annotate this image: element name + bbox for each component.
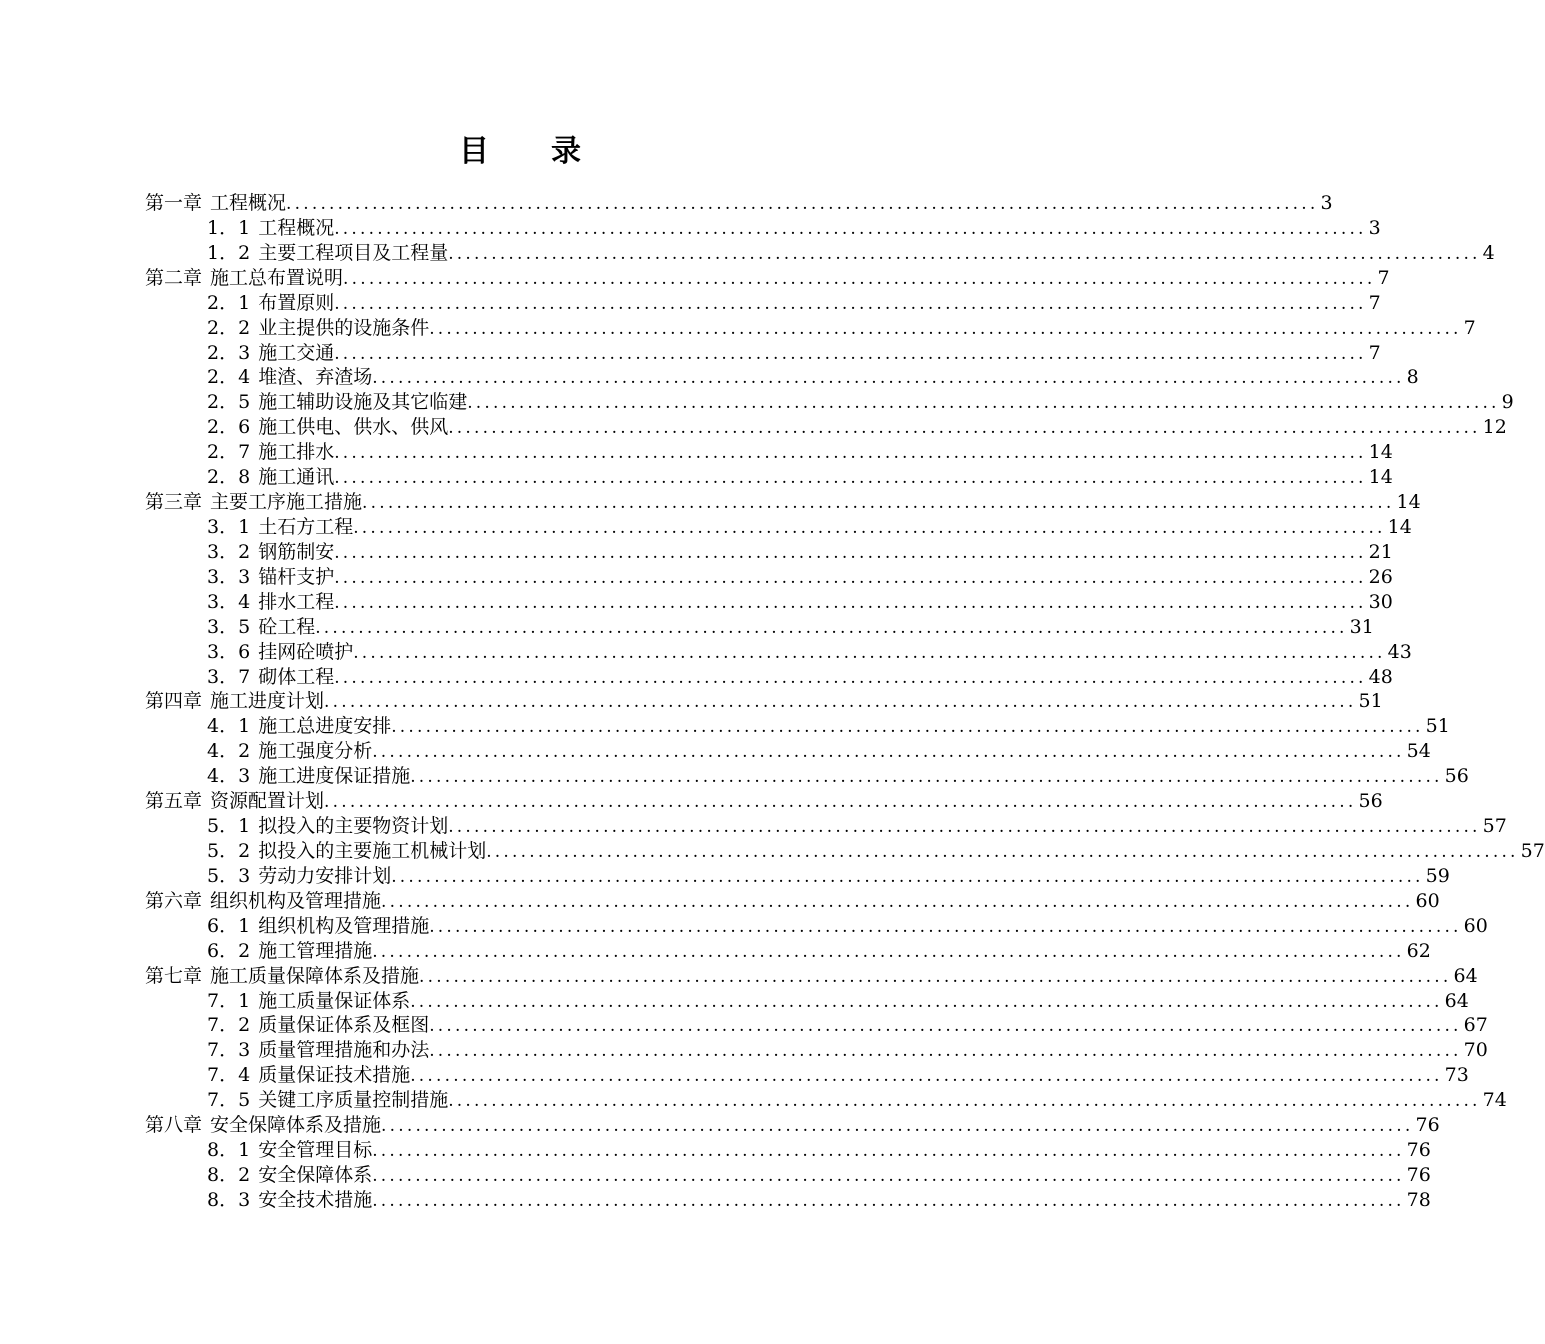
toc-title-char-2: 录 <box>551 134 581 169</box>
toc-entry-label <box>145 266 343 291</box>
toc-entry-number: 7．1 <box>207 989 251 1012</box>
toc-page-number: 60 <box>1415 889 1440 912</box>
toc-section-entry[interactable] <box>145 590 1393 615</box>
toc-entry-label <box>145 1113 381 1138</box>
toc-page-number: 7 <box>1368 291 1381 314</box>
toc-entry-text: 安全管理目标 <box>258 1139 373 1162</box>
toc-dot-leader: ........................................................................................................................ <box>286 194 1319 214</box>
toc-entry-label <box>207 989 410 1014</box>
toc-page-number: 12 <box>1482 416 1507 439</box>
toc-dot-leader: ........................................................................................................................ <box>353 642 1386 663</box>
toc-entry-text: 主要工程项目及工程量 <box>258 241 449 264</box>
toc-entry-label <box>207 914 429 939</box>
toc-entry-text: 砌体工程 <box>258 665 335 688</box>
toc-dot-leader: ........................................................................................................................ <box>343 268 1376 289</box>
toc-page-number: 54 <box>1406 740 1431 763</box>
toc-entry-number: 7．3 <box>207 1039 251 1062</box>
toc-entry-label <box>207 739 372 764</box>
toc-page-number: 51 <box>1358 690 1383 713</box>
toc-entry-text: 施工进度保证措施 <box>258 765 411 788</box>
toc-page-number: 56 <box>1444 765 1469 788</box>
toc-entry-label <box>207 590 334 615</box>
toc-page-number: 78 <box>1406 1188 1431 1211</box>
toc-section-entry[interactable] <box>145 739 1431 764</box>
toc-section-entry[interactable] <box>145 1188 1431 1213</box>
toc-page-number: 57 <box>1482 815 1507 838</box>
toc-entry-number: 6．2 <box>207 939 251 962</box>
toc-dot-leader: ........................................................................................................................ <box>467 393 1500 414</box>
toc-entry-label <box>207 764 410 789</box>
toc-entry-number: 2．4 <box>207 366 251 389</box>
toc-entry-label <box>207 365 372 390</box>
toc-page-number: 43 <box>1387 640 1412 663</box>
toc-section-entry[interactable] <box>145 1038 1488 1063</box>
toc-page-number: 76 <box>1406 1139 1431 1162</box>
toc-dot-leader: ........................................................................................................................ <box>448 243 1481 264</box>
toc-entry-number: 第八章 <box>145 1114 203 1137</box>
toc-dot-leader: ........................................................................................................................ <box>334 343 1367 364</box>
toc-entry-number: 2．3 <box>207 341 251 364</box>
toc-entry-label <box>207 291 334 316</box>
toc-dot-leader: ........................................................................................................................ <box>372 742 1405 763</box>
toc-entry-number: 3．1 <box>207 515 251 538</box>
toc-dot-leader: ........................................................................................................................ <box>410 767 1443 788</box>
toc-section-entry[interactable] <box>145 465 1393 490</box>
toc-dot-leader: ........................................................................................................................ <box>448 418 1481 439</box>
toc-entry-label <box>207 640 353 665</box>
toc-dot-leader: ........................................................................................................................ <box>372 1141 1405 1162</box>
toc-dot-leader: ........................................................................................................................ <box>372 941 1405 962</box>
toc-entry-text: 施工通讯 <box>258 466 335 489</box>
toc-entry-label <box>207 814 448 839</box>
toc-entry-text: 施工排水 <box>258 441 335 464</box>
toc-dot-leader: ........................................................................................................................ <box>391 717 1424 738</box>
toc-dot-leader: ........................................................................................................................ <box>372 1190 1405 1211</box>
toc-section-entry[interactable] <box>145 764 1469 789</box>
toc-entry-number: 2．6 <box>207 416 251 439</box>
toc-dot-leader: ........................................................................................................................ <box>429 1016 1462 1037</box>
toc-page-number: 74 <box>1482 1089 1507 1112</box>
toc-dot-leader: ........................................................................................................................ <box>486 841 1519 862</box>
toc-dot-leader: ........................................................................................................................ <box>334 667 1367 688</box>
toc-section-entry[interactable] <box>145 615 1374 640</box>
toc-entry-label <box>207 864 391 889</box>
toc-page-number: 76 <box>1406 1163 1431 1186</box>
toc-entry-label <box>207 1188 372 1213</box>
toc-entry-text: 关键工序质量控制措施 <box>258 1089 449 1112</box>
toc-entry-number: 第六章 <box>145 889 203 912</box>
toc-entry-text: 劳动力安排计划 <box>258 864 392 887</box>
toc-page-number: 70 <box>1463 1039 1488 1062</box>
toc-section-entry[interactable] <box>145 390 1514 415</box>
toc-page-number: 21 <box>1368 540 1393 563</box>
toc-entry-number: 3．4 <box>207 590 251 613</box>
toc-section-entry[interactable] <box>145 1088 1507 1113</box>
toc-entry-text: 质量保证技术措施 <box>258 1064 411 1087</box>
toc-entry-label <box>207 415 448 440</box>
toc-page-number: 3 <box>1320 192 1333 214</box>
toc-entry-label <box>145 490 362 515</box>
toc-entry-number: 4．3 <box>207 765 251 788</box>
toc-page-number: 14 <box>1387 515 1412 538</box>
toc-chapter-entry[interactable] <box>145 266 1390 291</box>
toc-page-number: 31 <box>1349 615 1374 638</box>
toc-page-number: 48 <box>1368 665 1393 688</box>
toc-entry-text: 拟投入的主要施工机械计划 <box>258 839 487 862</box>
toc-dot-leader: ........................................................................................................................ <box>419 966 1452 987</box>
toc-entry-number: 第一章 <box>145 192 203 214</box>
toc-entry-label <box>145 689 324 714</box>
toc-page-number: 7 <box>1463 316 1476 339</box>
toc-dot-leader: ........................................................................................................................ <box>372 368 1405 389</box>
toc-page-number: 14 <box>1368 466 1393 489</box>
toc-entry-text: 钢筋制安 <box>258 540 335 563</box>
toc-entry-text: 施工强度分析 <box>258 740 373 763</box>
toc-section-entry[interactable] <box>145 640 1412 665</box>
toc-entry-text: 质量管理措施和办法 <box>258 1039 430 1062</box>
toc-entry-number: 3．3 <box>207 565 251 588</box>
toc-entry-number: 2．7 <box>207 441 251 464</box>
toc-entry-label <box>207 939 372 964</box>
toc-dot-leader: ........................................................................................................................ <box>362 493 1395 514</box>
toc-entry-number: 6．1 <box>207 914 251 937</box>
toc-entry-text: 资源配置计划 <box>210 790 325 813</box>
toc-dot-leader: ........................................................................................................................ <box>381 891 1414 912</box>
toc-title <box>0 130 1040 174</box>
toc-section-entry[interactable] <box>145 989 1469 1014</box>
toc-dot-leader: ........................................................................................................................ <box>324 692 1357 713</box>
toc-dot-leader: ........................................................................................................................ <box>410 991 1443 1012</box>
toc-entry-label <box>207 341 334 366</box>
toc-page-number: 59 <box>1425 864 1450 887</box>
toc-entry-label <box>207 1013 429 1038</box>
toc-entry-label <box>207 540 334 565</box>
toc-page-number: 30 <box>1368 590 1393 613</box>
toc-page-number: 14 <box>1368 441 1393 464</box>
toc-entry-label <box>207 1038 429 1063</box>
toc-entry-text: 质量保证体系及框图 <box>258 1014 430 1037</box>
toc-entry-number: 3．6 <box>207 640 251 663</box>
toc-page-number: 76 <box>1415 1114 1440 1137</box>
toc-entry-number: 7．2 <box>207 1014 251 1037</box>
toc-entry-label <box>207 714 391 739</box>
toc-entry-label <box>145 191 286 216</box>
toc-entry-label <box>207 390 467 415</box>
toc-entry-number: 第三章 <box>145 491 203 514</box>
toc-chapter-entry[interactable] <box>145 789 1383 814</box>
toc-entry-text: 砼工程 <box>258 615 316 638</box>
toc-page-number: 60 <box>1463 914 1488 937</box>
toc-dot-leader: ........................................................................................................................ <box>448 1091 1481 1112</box>
toc-entry-number: 3．2 <box>207 540 251 563</box>
toc-entry-text: 堆渣、弃渣场 <box>258 366 373 389</box>
toc-section-entry[interactable] <box>145 440 1393 465</box>
toc-section-entry[interactable] <box>145 415 1507 440</box>
toc-section-entry[interactable] <box>145 1013 1488 1038</box>
toc-entry-number: 第七章 <box>145 964 203 987</box>
toc-entry-text: 工程概况 <box>210 192 287 214</box>
toc-page-number: 4 <box>1482 241 1495 264</box>
toc-section-entry[interactable] <box>145 291 1381 316</box>
toc-entry-text: 安全保障体系 <box>258 1163 373 1186</box>
toc-entry-number: 2．5 <box>207 391 251 414</box>
toc-entry-number: 4．2 <box>207 740 251 763</box>
toc-section-entry[interactable] <box>145 341 1381 366</box>
toc-entry-text: 安全保障体系及措施 <box>210 1114 382 1137</box>
toc-dot-leader: ........................................................................................................................ <box>448 817 1481 838</box>
toc-chapter-entry[interactable] <box>145 191 1333 216</box>
toc-page-number: 14 <box>1396 491 1421 514</box>
toc-section-entry[interactable] <box>145 216 1381 241</box>
toc-entry-label <box>145 889 381 914</box>
toc-section-entry[interactable] <box>145 1163 1431 1188</box>
toc-section-entry[interactable] <box>145 939 1431 964</box>
toc-chapter-entry[interactable] <box>145 889 1440 914</box>
toc-section-entry[interactable] <box>145 540 1393 565</box>
toc-entry-text: 施工总布置说明 <box>210 266 344 289</box>
toc-entry-label <box>207 839 486 864</box>
toc-section-entry[interactable] <box>145 565 1393 590</box>
toc-section-entry[interactable] <box>145 914 1488 939</box>
toc-dot-leader: ........................................................................................................................ <box>334 293 1367 314</box>
toc-section-entry[interactable] <box>145 864 1450 889</box>
toc-section-entry[interactable] <box>145 1063 1469 1088</box>
toc-page-number: 57 <box>1520 839 1545 862</box>
toc-entry-number: 第二章 <box>145 266 203 289</box>
toc-dot-leader: ........................................................................................................................ <box>334 542 1367 563</box>
toc-entry-label <box>207 241 448 266</box>
toc-entry-text: 排水工程 <box>258 590 335 613</box>
toc-section-entry[interactable] <box>145 665 1393 690</box>
toc-entry-label <box>207 1088 448 1113</box>
toc-entry-text: 施工总进度安排 <box>258 715 392 738</box>
toc-chapter-entry[interactable] <box>145 1113 1440 1138</box>
toc-entry-label <box>207 465 334 490</box>
toc-page-number: 51 <box>1425 715 1450 738</box>
toc-page-number: 8 <box>1406 366 1419 389</box>
toc-section-entry[interactable] <box>145 714 1450 739</box>
toc-dot-leader: ........................................................................................................................ <box>381 1116 1414 1137</box>
toc-entry-label <box>207 565 334 590</box>
toc-entry-text: 安全技术措施 <box>258 1188 373 1211</box>
toc-page-number: 62 <box>1406 939 1431 962</box>
toc-dot-leader: ........................................................................................................................ <box>334 468 1367 489</box>
toc-section-entry[interactable] <box>145 515 1412 540</box>
toc-entry-number: 8．1 <box>207 1139 251 1162</box>
toc-dot-leader: ........................................................................................................................ <box>353 517 1386 538</box>
toc-dot-leader: ........................................................................................................................ <box>334 443 1367 464</box>
toc-entry-label <box>207 1138 372 1163</box>
toc-section-entry[interactable] <box>145 241 1495 266</box>
toc-entry-text: 施工进度计划 <box>210 690 325 713</box>
toc-dot-leader: ........................................................................................................................ <box>410 1066 1443 1087</box>
toc-entry-text: 施工交通 <box>258 341 335 364</box>
toc-entry-text: 土石方工程 <box>258 515 354 538</box>
toc-entry-text: 施工辅助设施及其它临建 <box>258 391 468 414</box>
toc-page-number: 67 <box>1463 1014 1488 1037</box>
toc-entry-number: 5．3 <box>207 864 251 887</box>
toc-entry-text: 组织机构及管理措施 <box>258 914 430 937</box>
toc-dot-leader: ........................................................................................................................ <box>391 866 1424 887</box>
toc-dot-leader: ........................................................................................................................ <box>429 318 1462 339</box>
toc-entry-number: 8．3 <box>207 1188 251 1211</box>
toc-entry-text: 施工质量保障体系及措施 <box>210 964 420 987</box>
toc-entry-number: 1．2 <box>207 241 251 264</box>
toc-entry-label <box>207 1163 372 1188</box>
toc-entry-label <box>145 789 324 814</box>
toc-section-entry[interactable] <box>145 1138 1431 1163</box>
table-of-contents <box>145 191 1545 1213</box>
toc-section-entry[interactable] <box>145 365 1419 390</box>
toc-section-entry[interactable] <box>145 839 1545 864</box>
toc-title-char-1: 目 <box>459 134 489 169</box>
toc-entry-label <box>207 440 334 465</box>
toc-entry-label <box>207 1063 410 1088</box>
toc-entry-label <box>145 964 419 989</box>
toc-entry-number: 4．1 <box>207 715 251 738</box>
toc-entry-number: 2．1 <box>207 291 251 314</box>
toc-dot-leader: ........................................................................................................................ <box>334 592 1367 613</box>
toc-page-number: 26 <box>1368 565 1393 588</box>
toc-entry-number: 7．4 <box>207 1064 251 1087</box>
toc-page-number: 7 <box>1377 266 1390 289</box>
toc-entry-number: 3．5 <box>207 615 251 638</box>
toc-dot-leader: ........................................................................................................................ <box>334 567 1367 588</box>
toc-entry-text: 施工管理措施 <box>258 939 373 962</box>
toc-page-number: 3 <box>1368 216 1381 239</box>
toc-entry-text: 布置原则 <box>258 291 335 314</box>
toc-entry-text: 施工供电、供水、供风 <box>258 416 449 439</box>
toc-entry-number: 第四章 <box>145 690 203 713</box>
toc-entry-number: 2．8 <box>207 466 251 489</box>
toc-entry-text: 施工质量保证体系 <box>258 989 411 1012</box>
toc-section-entry[interactable] <box>145 814 1507 839</box>
toc-entry-number: 2．2 <box>207 316 251 339</box>
toc-dot-leader: ........................................................................................................................ <box>372 1165 1405 1186</box>
toc-entry-label <box>207 316 429 341</box>
toc-page-number: 7 <box>1368 341 1381 364</box>
toc-entry-text: 挂网砼喷护 <box>258 640 354 663</box>
toc-page-number: 64 <box>1444 989 1469 1012</box>
toc-entry-label <box>207 515 353 540</box>
toc-entry-text: 拟投入的主要物资计划 <box>258 815 449 838</box>
toc-page-number: 9 <box>1501 391 1514 414</box>
toc-chapter-entry[interactable] <box>145 689 1383 714</box>
toc-page-number: 56 <box>1358 790 1383 813</box>
toc-entry-text: 主要工序施工措施 <box>210 491 363 514</box>
toc-entry-number: 8．2 <box>207 1163 251 1186</box>
toc-entry-number: 3．7 <box>207 665 251 688</box>
toc-entry-label <box>207 665 334 690</box>
toc-entry-number: 5．2 <box>207 839 251 862</box>
toc-dot-leader: ........................................................................................................................ <box>324 792 1357 813</box>
toc-dot-leader: ........................................................................................................................ <box>429 916 1462 937</box>
toc-entry-number: 5．1 <box>207 815 251 838</box>
toc-entry-text: 锚杆支护 <box>258 565 335 588</box>
toc-entry-number: 1．1 <box>207 216 251 239</box>
toc-chapter-entry[interactable] <box>145 964 1478 989</box>
toc-entry-number: 第五章 <box>145 790 203 813</box>
toc-dot-leader: ........................................................................................................................ <box>429 1041 1462 1062</box>
toc-entry-text: 组织机构及管理措施 <box>210 889 382 912</box>
toc-dot-leader: ........................................................................................................................ <box>315 617 1348 638</box>
toc-entry-number: 7．5 <box>207 1089 251 1112</box>
toc-entry-text: 业主提供的设施条件 <box>258 316 430 339</box>
toc-section-entry[interactable] <box>145 316 1476 341</box>
toc-entry-text: 工程概况 <box>258 216 335 239</box>
toc-entry-label <box>207 615 315 640</box>
toc-page-number: 73 <box>1444 1064 1469 1087</box>
toc-chapter-entry[interactable] <box>145 490 1421 515</box>
toc-entry-label <box>207 216 334 241</box>
toc-dot-leader: ........................................................................................................................ <box>334 218 1367 239</box>
toc-page-number: 64 <box>1453 964 1478 987</box>
